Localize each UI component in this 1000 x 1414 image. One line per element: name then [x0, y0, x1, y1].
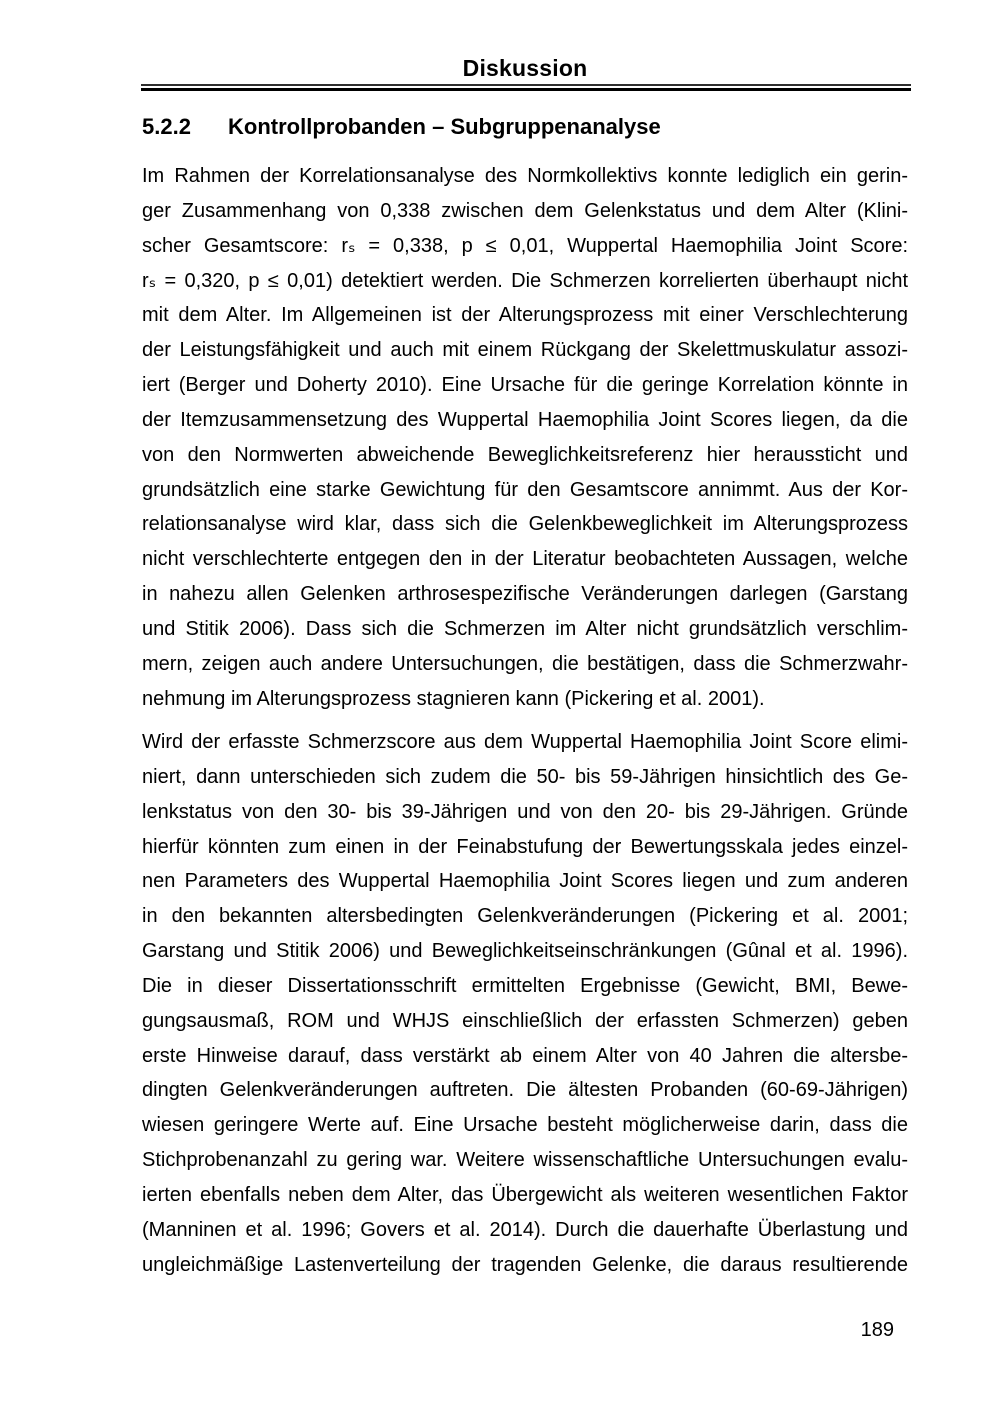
- text-line: in nahezu allen Gelenken arthrosespezifische Veränderungen darlegen (Garstang: [142, 583, 908, 606]
- text-line: (Manninen et al. 1996; Govers et al. 2014). Durch die dauerhafte Überlastung und: [142, 1218, 908, 1241]
- text-line: gungsausmaß, ROM und WHJS einschließlich der erfassten Schmerzen) geben: [142, 1009, 908, 1032]
- text-line: Die in dieser Dissertationsschrift ermittelten Ergebnisse (Gewicht, BMI, Bewe-: [142, 974, 908, 997]
- text-line: relationsanalyse wird klar, dass sich die Gelenkbeweglichkeit im Alterungsprozess: [142, 513, 908, 536]
- text-line: Garstang und Stitik 2006) und Beweglichkeitseinschränkungen (Gûnal et al. 1996).: [142, 940, 908, 963]
- header-double-rule: [141, 84, 911, 91]
- section-number: 5.2.2: [142, 114, 191, 139]
- text-line: nicht verschlechterte entgegen den in der Literatur beobachteten Aussagen, welche: [142, 548, 908, 571]
- page-number: 189: [860, 1319, 894, 1341]
- text-line: der Itemzusammensetzung des Wuppertal Haemophilia Joint Scores liegen, da die: [142, 408, 908, 431]
- text-line: ierten ebenfalls neben dem Alter, das Übergewicht als weiteren wesentlichen Faktor: [142, 1183, 908, 1206]
- text-line: der Leistungsfähigkeit und auch mit einem Rückgang der Skelettmuskulatur assozi-: [142, 339, 908, 362]
- text-line: nen Parameters des Wuppertal Haemophilia Joint Scores liegen und zum anderen: [142, 870, 908, 893]
- paragraph-1: [142, 159, 908, 717]
- text-line: mit dem Alter. Im Allgemeinen ist der Alterungsprozess mit einer Verschlechterung: [142, 304, 908, 327]
- text-line: iert (Berger und Doherty 2010). Eine Ursache für die geringe Korrelation könnte in: [142, 374, 908, 397]
- text-line: ger Zusammenhang von 0,338 zwischen dem Gelenkstatus und dem Alter (Klini-: [142, 199, 908, 222]
- text-line: erste Hinweise darauf, dass verstärkt ab einem Alter von 40 Jahren die altersbe-: [142, 1044, 908, 1067]
- text-line: dingten Gelenkveränderungen auftreten. Die ältesten Probanden (60-69-Jährigen): [142, 1079, 908, 1102]
- text-line: niert, dann unterschieden sich zudem die 50- bis 59-Jährigen hinsichtlich des Ge-: [142, 765, 908, 788]
- text-line: hierfür könnten zum einen in der Feinabstufung der Bewertungsskala jedes einzel-: [142, 835, 908, 858]
- text-line: nehmung im Alterungsprozess stagnieren kann (Pickering et al. 2001).: [142, 687, 765, 710]
- text-line: Im Rahmen der Korrelationsanalyse des Normkollektivs konnte lediglich ein gerin-: [142, 165, 908, 187]
- text-line: rₛ = 0,320, p ≤ 0,01) detektiert werden. Die Schmerzen korrelierten überhaupt nicht: [142, 269, 908, 292]
- text-line: scher Gesamtscore: rₛ = 0,338, p ≤ 0,01, Wuppertal Haemophilia Joint Score:: [142, 234, 908, 257]
- text-line: ungleichmäßige Lastenverteilung der tragenden Gelenke, die daraus resultierende: [142, 1253, 908, 1276]
- text-line: und Stitik 2006). Dass sich die Schmerzen im Alter nicht grundsätzlich verschlim-: [142, 617, 908, 640]
- text-line: grundsätzlich eine starke Gewichtung für den Gesamtscore annimmt. Aus der Kor-: [142, 478, 908, 501]
- running-header-title: Diskussion: [462, 55, 588, 81]
- section-heading: [142, 112, 908, 142]
- text-line: in den bekannten altersbedingten Gelenkveränderungen (Pickering et al. 2001;: [142, 905, 908, 928]
- text-line: von den Normwerten abweichende Beweglichkeitsreferenz hier heraussticht und: [142, 443, 908, 466]
- text-line: Stichprobenanzahl zu gering war. Weitere wissenschaftliche Untersuchungen evalu-: [142, 1149, 908, 1172]
- text-line: Wird der erfasste Schmerzscore aus dem Wuppertal Haemophilia Joint Score elimi-: [142, 731, 908, 753]
- text-line: lenkstatus von den 30- bis 39-Jährigen und von den 20- bis 29-Jährigen. Gründe: [142, 800, 908, 823]
- text-line: wiesen geringere Werte auf. Eine Ursache besteht möglicherweise darin, dass die: [142, 1114, 908, 1137]
- section-title: Kontrollprobanden – Subgruppenanalyse: [228, 114, 661, 139]
- text-line: mern, zeigen auch andere Untersuchungen, die bestätigen, dass die Schmerzwahr-: [142, 652, 908, 675]
- header-rule-thick-line: [141, 88, 911, 91]
- paragraph-2: [142, 725, 908, 1283]
